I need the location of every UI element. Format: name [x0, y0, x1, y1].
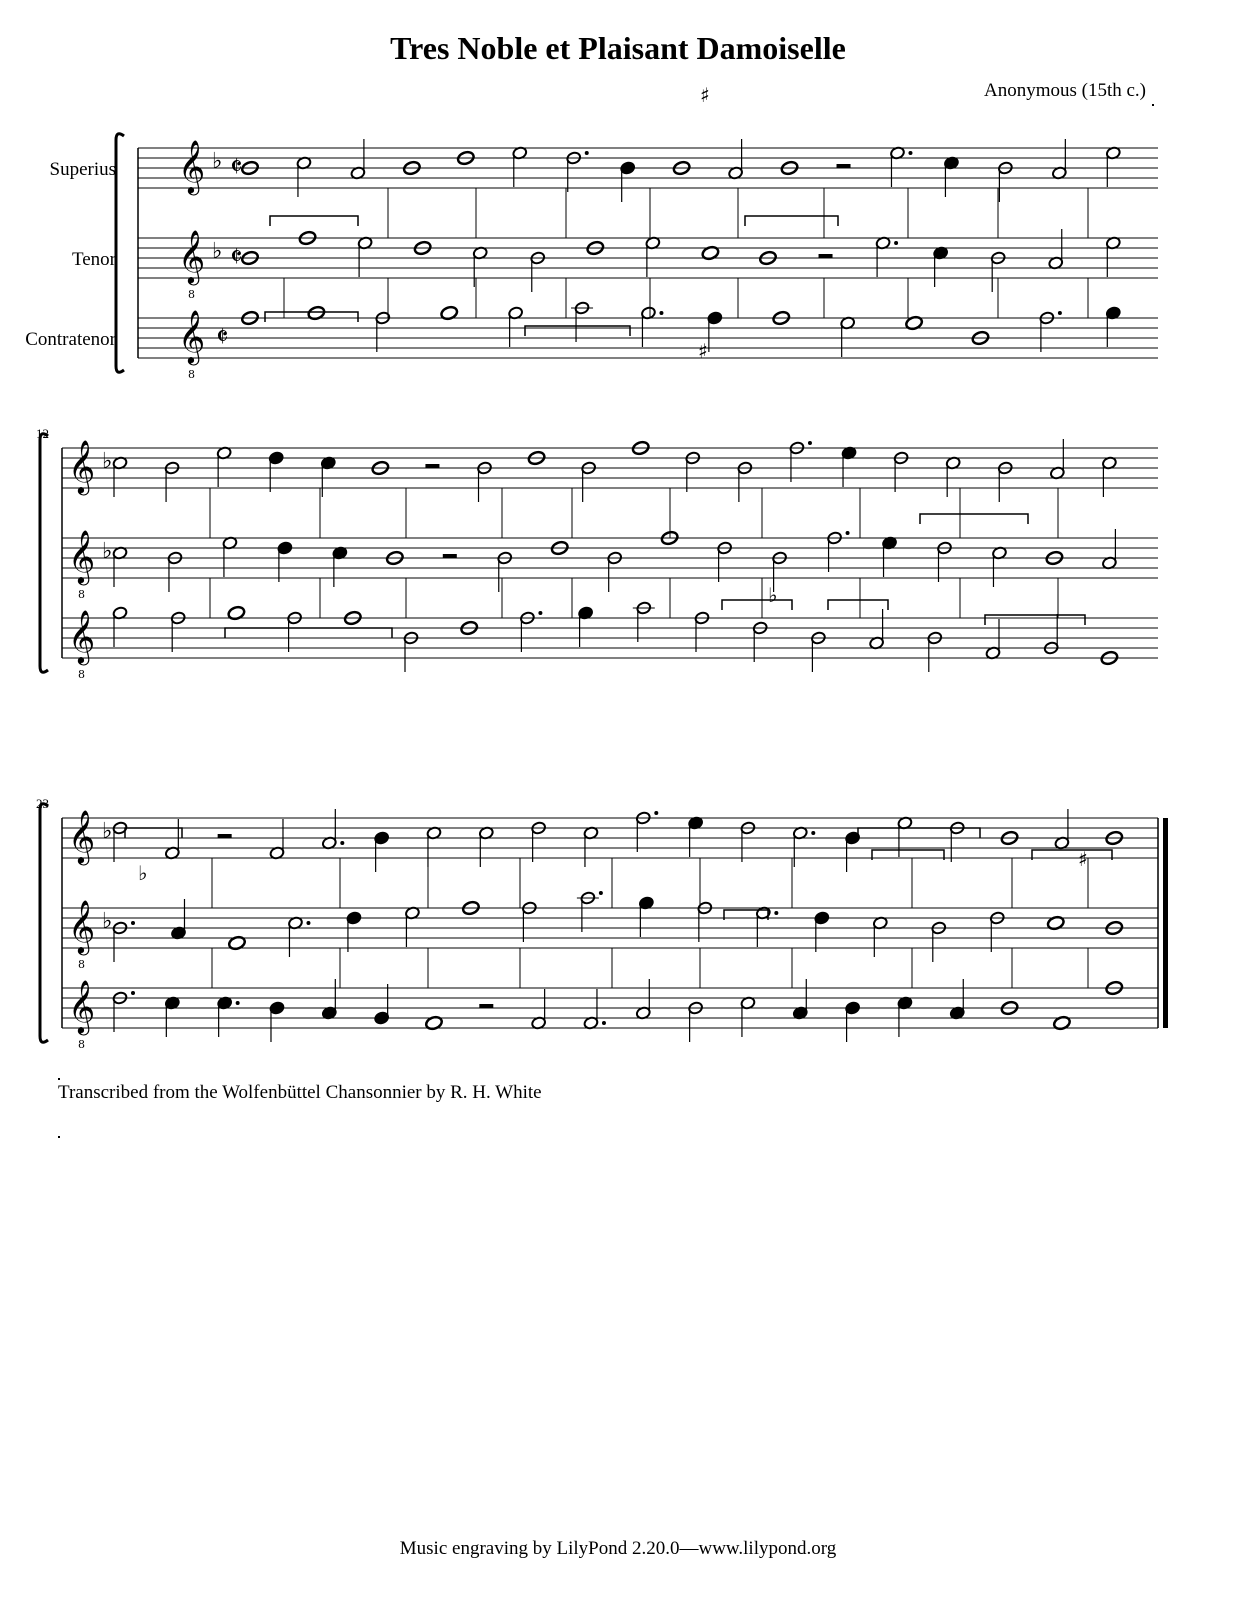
octave-mark: 8 [188, 288, 195, 301]
editorial-sharp-icon: ♯ [700, 83, 710, 107]
augmentation-dot [811, 831, 815, 835]
augmentation-dot [654, 811, 658, 815]
octave-mark: 8 [78, 668, 85, 681]
note-head [440, 305, 459, 321]
octave-mark: 8 [188, 368, 195, 381]
augmentation-dot [131, 921, 135, 925]
key-flat-icon: ♭ [102, 909, 113, 934]
note-head [307, 305, 326, 321]
note-head [1053, 1015, 1072, 1031]
note-head [227, 605, 246, 621]
dot-mark [58, 1136, 60, 1138]
treble-clef-icon: 𝄞 [68, 979, 96, 1033]
augmentation-dot [340, 841, 344, 845]
tagline: Music engraving by LilyPond 2.20.0—www.lilypond.org [399, 1538, 837, 1559]
key-flat-icon: ♭ [102, 449, 113, 474]
augmentation-dot [131, 991, 135, 995]
treble-clef-icon: 𝄞 [68, 899, 96, 953]
editorial-flat-icon: ♭ [138, 861, 148, 885]
system-bracket [40, 804, 48, 1043]
octave-mark: 8 [78, 1038, 85, 1051]
editorial-sharp-icon: ♯ [1078, 847, 1088, 871]
rest [443, 554, 457, 558]
augmentation-dot [236, 1001, 240, 1005]
rest [837, 164, 851, 168]
key-flat-icon: ♭ [102, 819, 113, 844]
system-bracket [116, 134, 124, 373]
ligature-bracket [828, 600, 888, 610]
treble-clef-icon: 𝄞 [68, 439, 96, 493]
key-flat-icon: ♭ [102, 539, 113, 564]
treble-clef-icon: 𝄞 [178, 139, 206, 193]
key-flat-icon: ♭ [212, 239, 223, 264]
ligature-bracket [270, 216, 358, 226]
treble-clef-icon: 𝄞 [68, 609, 96, 663]
ligature-bracket [920, 514, 1028, 524]
page-title: Tres Noble et Plaisant Damoiselle [390, 30, 846, 66]
ligature-bracket [225, 628, 392, 638]
composer: Anonymous (15th c.) [983, 80, 1146, 101]
augmentation-dot [599, 891, 603, 895]
treble-clef-icon: 𝄞 [178, 309, 206, 363]
cut-time-icon: 𝄵 [230, 240, 243, 273]
note-head [228, 935, 247, 951]
final-barline-thick [1163, 818, 1168, 1028]
editorial-flat-icon: ♭ [768, 583, 778, 607]
rest [218, 834, 232, 838]
treble-clef-icon: 𝄞 [178, 229, 206, 283]
key-flat-icon: ♭ [212, 149, 223, 174]
ligature-bracket [858, 828, 980, 838]
dot-mark [58, 1078, 60, 1080]
octave-mark: 8 [78, 958, 85, 971]
ligature-bracket [125, 828, 182, 838]
octave-mark: 8 [78, 588, 85, 601]
measure-number: 12 [36, 426, 49, 441]
augmentation-dot [808, 441, 812, 445]
rest [819, 254, 833, 258]
voice-label: Tenor [71, 249, 116, 270]
ligature-bracket [985, 615, 1085, 625]
augmentation-dot [306, 921, 310, 925]
ligature-bracket [722, 600, 792, 610]
editorial-sharp-icon: ♯ [698, 339, 708, 363]
voice-label: Superius [49, 159, 116, 180]
augmentation-dot [659, 311, 663, 315]
augmentation-dot [585, 151, 589, 155]
footnote: Transcribed from the Wolfenbüttel Chansonnier by R. H. White [58, 1082, 542, 1103]
augmentation-dot [894, 241, 898, 245]
treble-clef-icon: 𝄞 [68, 529, 96, 583]
augmentation-dot [846, 531, 850, 535]
cut-time-icon: 𝄵 [230, 150, 243, 183]
note-head [905, 315, 924, 331]
note-head [425, 1015, 444, 1031]
rest [425, 464, 439, 468]
treble-clef-icon: 𝄞 [68, 809, 96, 863]
augmentation-dot [908, 151, 912, 155]
rest [479, 1004, 493, 1008]
cut-time-icon: 𝄵 [216, 320, 229, 353]
voice-label: Contratenor [25, 329, 116, 350]
measure-number: 23 [36, 796, 49, 811]
augmentation-dot [774, 911, 778, 915]
note-head [701, 245, 720, 261]
augmentation-dot [1058, 311, 1062, 315]
note-head [1046, 915, 1065, 931]
augmentation-dot [602, 1021, 606, 1025]
system-bracket [40, 434, 48, 673]
augmentation-dot [538, 611, 542, 615]
